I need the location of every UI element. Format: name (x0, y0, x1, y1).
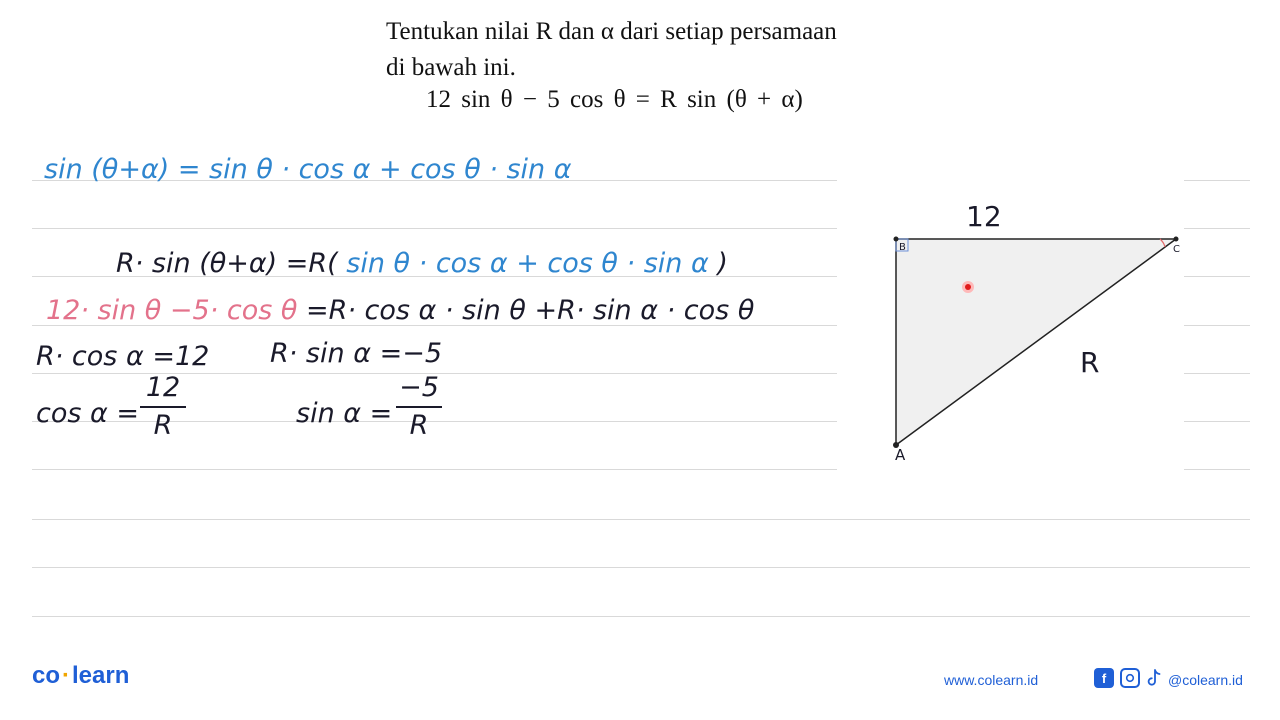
fraction-bar (396, 406, 442, 408)
right-triangle (896, 239, 1176, 445)
step-expand-line (116, 248, 728, 280)
sin-alpha-fraction (396, 373, 442, 441)
problem-statement (386, 14, 837, 86)
vertex-c-label: C (1173, 244, 1180, 255)
problem-equation: 12 sin θ − 5 cos θ = R sin (θ + α) (426, 86, 803, 113)
fraction-bar (140, 406, 186, 408)
triangle-top-label: 12 (966, 200, 1002, 233)
pointer-dot (965, 284, 971, 290)
identity-line: sin (θ+α) = sin θ · cos α + cos θ · sin α (44, 154, 572, 185)
vertex-a-label: A (895, 446, 906, 464)
sin-alpha-label: sin α = (296, 398, 393, 429)
step-compare-line (46, 295, 754, 327)
problem-line-1: Tentukan nilai R dan α dari setiap persamaan (386, 18, 837, 45)
step-compare-lhs: 12· sin θ −5· cos θ (46, 295, 298, 326)
cos-alpha-fraction (140, 373, 186, 441)
step-compare-rhs: =R· cos α · sin θ +R· sin α · cos θ (297, 295, 755, 326)
tiktok-icon (1144, 668, 1164, 688)
logo-left: co (32, 662, 61, 689)
cos-alpha-label: cos α = (36, 398, 140, 429)
step-expand-identity: sin θ · cos α + cos θ · sin α (337, 248, 709, 279)
sin-alpha-numerator: −5 (399, 372, 439, 403)
instagram-icon (1120, 668, 1140, 688)
facebook-icon: f (1094, 668, 1114, 688)
vertex-b-point (894, 237, 899, 242)
triangle-diagram (880, 225, 1190, 465)
r-cos-equation: R· cos α =12 (36, 341, 210, 372)
logo-dot: · (62, 662, 71, 689)
r-sin-equation: R· sin α =−5 (270, 338, 442, 369)
cos-alpha-denominator: R (153, 410, 173, 441)
footer-handle: @colearn.id (1168, 672, 1243, 688)
vertex-b-label: B (899, 242, 906, 253)
triangle-hyp-label: R (1080, 346, 1100, 379)
colearn-logo (32, 662, 129, 690)
vertex-c-point (1174, 237, 1179, 242)
problem-line-2: di bawah ini. (386, 54, 516, 81)
step-expand-suffix: ) (708, 248, 728, 279)
cos-alpha-numerator: 12 (145, 372, 181, 403)
logo-right: learn (72, 662, 130, 689)
footer-url: www.colearn.id (944, 672, 1039, 688)
step-expand-prefix: R· sin (θ+α) =R( (116, 248, 338, 279)
sin-alpha-denominator: R (409, 410, 429, 441)
